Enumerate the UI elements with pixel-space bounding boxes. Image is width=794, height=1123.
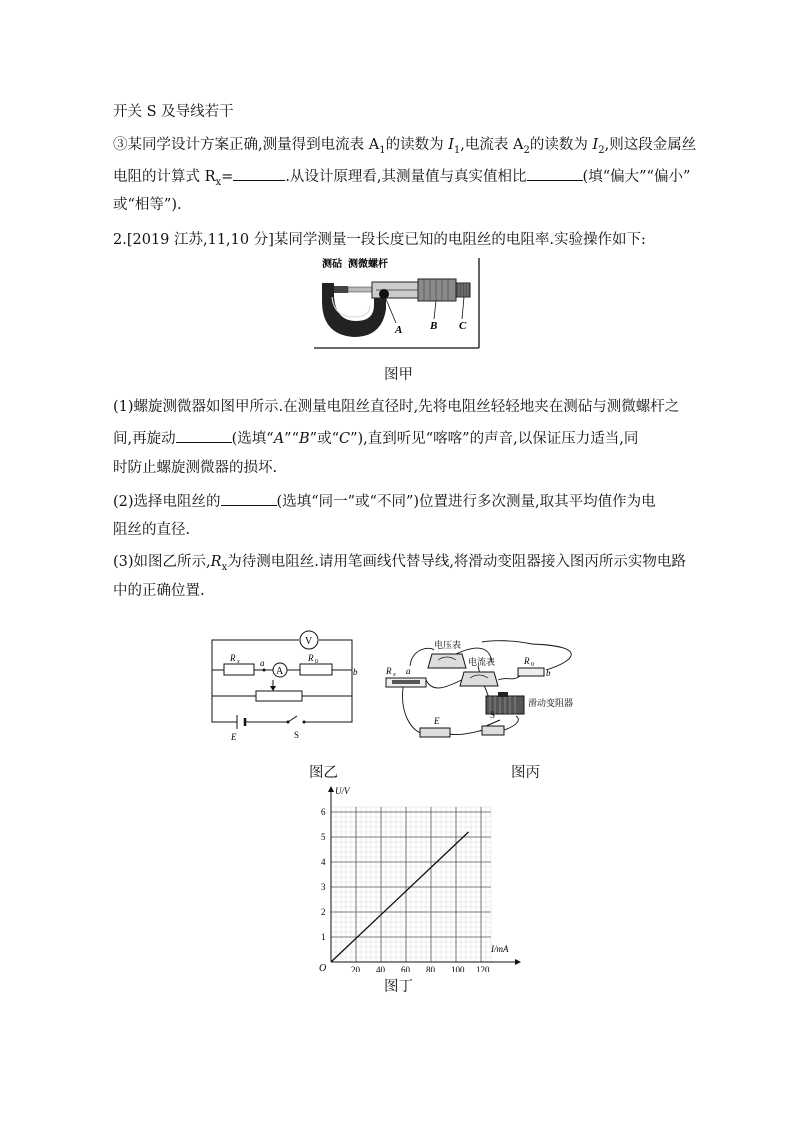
line-q3: ③某同学设计方案正确,测量得到电流表 $A_1$的读数为 $I_1$,电流表 $A_2$的读数为 $I_2$,则这段金属丝 — [113, 137, 697, 156]
x-axis-label: I/mA — [491, 944, 509, 954]
u-i-graph — [305, 782, 525, 972]
voltmeter-label: 电压表 — [434, 640, 462, 650]
y-tick-label: 4 — [321, 857, 326, 867]
y-tick-label: 1 — [321, 932, 326, 942]
answer-blank-position[interactable] — [221, 491, 277, 506]
line-3b: 中的正确位置. — [113, 583, 205, 599]
origin-label: O — [319, 963, 327, 972]
svg-text:0: 0 — [531, 662, 534, 668]
rheostat-label: 滑动变阻器 — [528, 698, 574, 708]
micrometer-figure — [312, 255, 482, 351]
node-a: a — [260, 658, 265, 668]
x-tick-label: 20 — [351, 965, 360, 972]
line-1a: (1)螺旋测微器如图甲所示.在测量电阻丝直径时,先将电阻丝轻轻地夹在测砧与测微螺杆之 — [113, 399, 680, 415]
bing-node-a: a — [406, 666, 411, 676]
y-tick-label: 5 — [321, 832, 326, 842]
label-B: B — [430, 320, 438, 332]
line-2a: (2)选择电阻丝的 (选填“同一”或“不同”)位置进行多次测量,取其平均值作为电 — [113, 491, 656, 512]
ammeter-symbol: A — [276, 666, 284, 677]
x-tick-label: 100 — [451, 965, 465, 972]
caption-jia: 图甲 — [384, 367, 413, 383]
x-tick-label: 40 — [376, 965, 385, 972]
caption-bing: 图丙 — [511, 765, 540, 781]
label-E: E — [231, 732, 237, 742]
voltmeter-symbol: V — [305, 636, 313, 647]
line-1b: 间,再旋动 (选填“A”“B”或“C”),直到听见“喀喀”的声音,以保证压力适当,同 — [113, 428, 638, 449]
answer-blank-formula[interactable] — [233, 166, 285, 181]
x-tick-label: 60 — [401, 965, 410, 972]
line-1c: 时防止螺旋测微器的损坏. — [113, 460, 278, 476]
x-tick-label: 120 — [476, 965, 490, 972]
circuit-diagram-yi — [204, 628, 360, 746]
line-2b: 阻丝的直径. — [113, 522, 191, 538]
svg-text:x: x — [237, 659, 240, 665]
y-tick-label: 6 — [321, 807, 326, 817]
anvil-label: 测砧 — [322, 259, 342, 270]
spindle-label: 测微螺杆 — [348, 259, 388, 270]
svg-text:0: 0 — [315, 659, 318, 665]
line-switch: 开关 S 及导线若干 — [113, 104, 234, 120]
caption-yi: 图乙 — [309, 765, 338, 781]
svg-text:x: x — [393, 672, 396, 678]
bing-label-Rx: R — [386, 666, 392, 676]
bing-label-E: E — [434, 716, 440, 726]
bing-label-R0: R — [524, 656, 530, 666]
bing-label-S: S — [490, 710, 496, 720]
line-equal: 或“相等”). — [113, 197, 182, 213]
label-C: C — [459, 320, 467, 332]
line-formula: 电阻的计算式 $R_x=$ .从设计原理看,其测量值与真实值相比 (填“偏大”“偏小” — [113, 166, 690, 193]
node-b: b — [353, 667, 358, 677]
bing-node-b: b — [546, 668, 551, 678]
circuit-photo-bing — [382, 636, 608, 748]
ammeter-label: 电流表 — [468, 657, 496, 667]
line-3a: (3)如图乙所示$,R_x$为待测电阻丝.请用笔画线代替导线,将滑动变阻器接入图丙所示实物电路 — [113, 554, 686, 573]
answer-blank-rotate[interactable] — [176, 428, 232, 443]
question-2-title: 2.[2019 江苏,11,10 分]某同学测量一段长度已知的电阻丝的电阻率.实验操作如下: — [113, 232, 646, 248]
y-tick-label: 3 — [321, 882, 326, 892]
y-tick-label: 2 — [321, 907, 326, 917]
label-R0: R — [308, 653, 314, 663]
label-Rx: R — [230, 653, 236, 663]
y-axis-label: U/V — [335, 786, 350, 796]
label-S: S — [294, 730, 300, 740]
x-tick-label: 80 — [426, 965, 435, 972]
answer-blank-compare[interactable] — [527, 166, 583, 181]
caption-ding: 图丁 — [384, 979, 413, 995]
label-A: A — [395, 324, 403, 336]
